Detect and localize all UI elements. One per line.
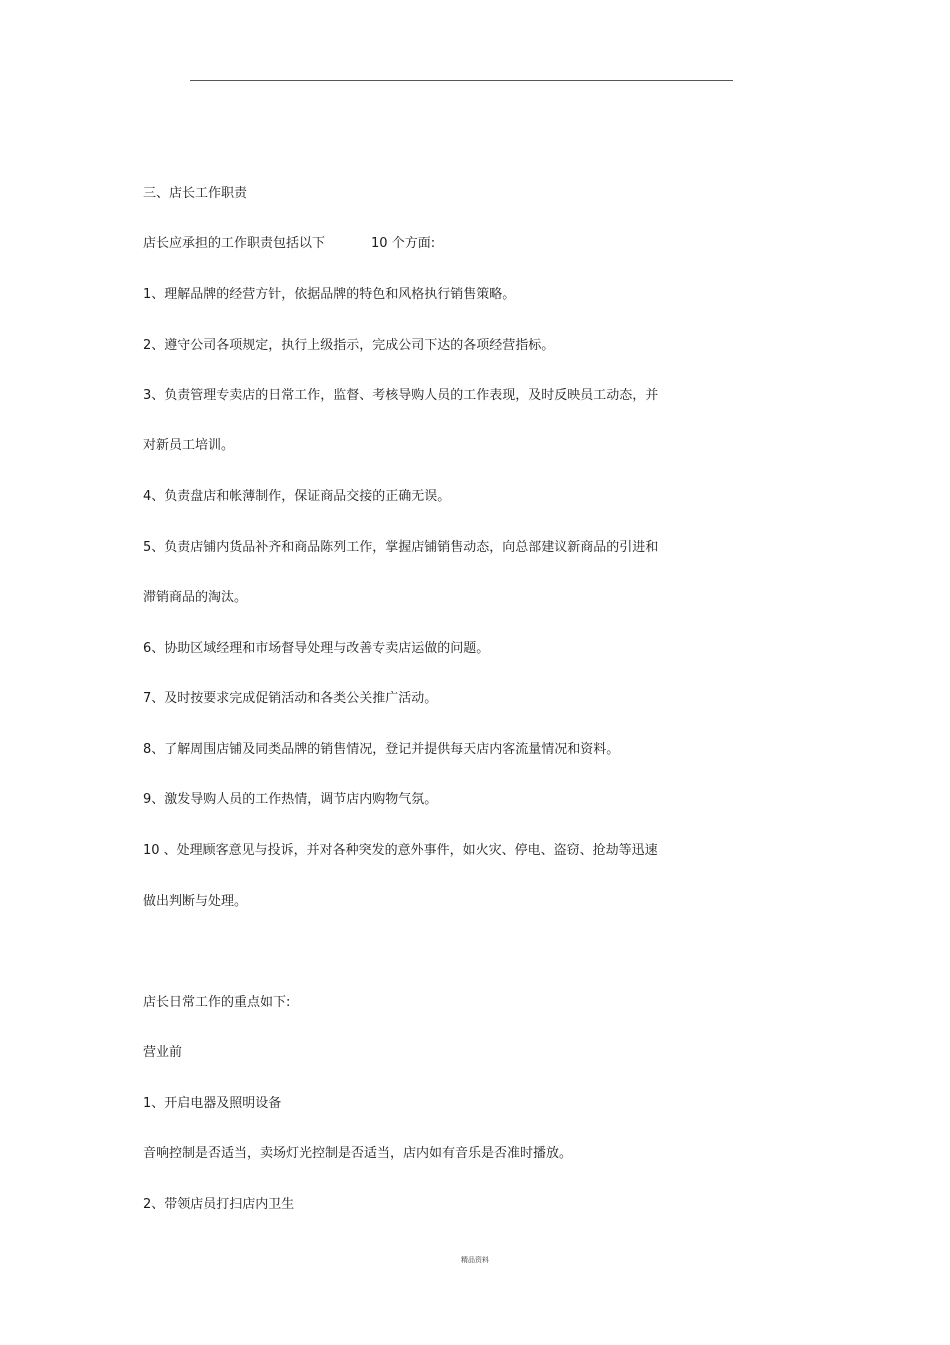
daily-heading: 店长日常工作的重点如下:: [143, 995, 291, 1010]
header-rule: [190, 80, 733, 81]
duty-item: 4、负责盘店和帐薄制作，保证商品交接的正确无误。: [143, 489, 451, 504]
intro-suffix: 个方面:: [391, 236, 436, 251]
duty-item: 3、负责管理专卖店的日常工作，监督、考核导购人员的工作表现，及时反映员工动态，并: [143, 388, 659, 403]
page-footer: 精品资料: [461, 1256, 489, 1264]
duty-item: 2、遵守公司各项规定，执行上级指示，完成公司下达的各项经营指标。: [143, 338, 555, 353]
section-heading: 三、店长工作职责: [143, 186, 248, 201]
pre-opening-item-text: 音响控制是否适当，卖场灯光控制是否适当，店内如有音乐是否准时播放。: [143, 1146, 573, 1161]
duty-item: 8、了解周围店铺及同类品牌的销售情况，登记并提供每天店内客流量情况和资料。: [143, 742, 620, 757]
duty-item: 1、理解品牌的经营方针，依据品牌的特色和风格执行销售策略。: [143, 287, 516, 302]
intro-line: [143, 236, 435, 252]
pre-opening-title: 营业前: [143, 1045, 183, 1060]
intro-number: 10: [371, 236, 388, 251]
duty-item-continuation: 做出判断与处理。: [143, 894, 248, 909]
intro-text: 店长应承担的工作职责包括以下: [143, 236, 326, 251]
pre-opening-item-title: 2、带领店员打扫店内卫生: [143, 1197, 295, 1212]
duty-item-continuation: 对新员工培训。: [143, 438, 235, 453]
duty-item: 10 、处理顾客意见与投诉，并对各种突发的意外事件，如火灾、停电、盗窃、抢劫等迅速: [143, 843, 658, 858]
duty-item: 9、激发导购人员的工作热情，调节店内购物气氛。: [143, 792, 438, 807]
duty-item: 6、协助区域经理和市场督导处理与改善专卖店运做的问题。: [143, 641, 490, 656]
duty-item-continuation: 滞销商品的淘汰。: [143, 590, 248, 605]
duty-item: 5、负责店铺内货品补齐和商品陈列工作，掌握店铺销售动态，向总部建议新商品的引进和: [143, 540, 659, 555]
duty-item: 7、及时按要求完成促销活动和各类公关推广活动。: [143, 691, 438, 706]
pre-opening-item-title: 1、开启电器及照明设备: [143, 1096, 282, 1111]
